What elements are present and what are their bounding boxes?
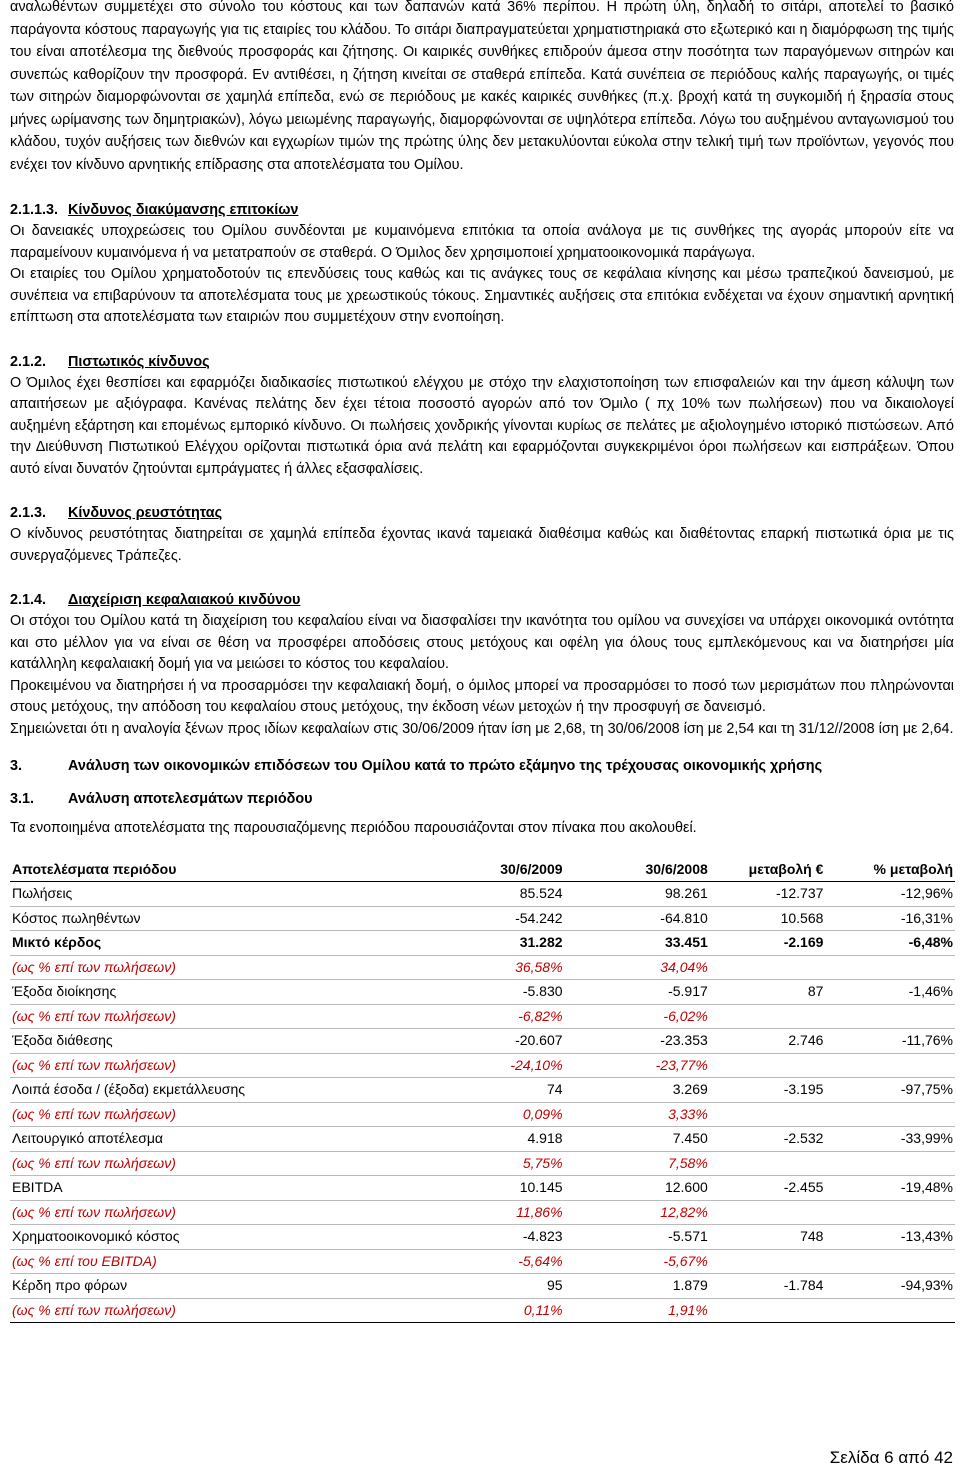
cell-pct-change xyxy=(825,1151,955,1176)
table-row xyxy=(10,1029,955,1054)
cell-pct-change: -16,31% xyxy=(825,906,955,931)
section-number: 2.1.2. xyxy=(10,353,47,370)
row-label: (ως % επί των πωλήσεων) xyxy=(10,1102,457,1127)
cell-pct-change xyxy=(825,1102,955,1127)
row-label: Πωλήσεις xyxy=(10,882,457,907)
document-page xyxy=(10,0,954,1331)
section-paragraph: Προκειμένου να διατηρήσει ή να προσαρμόσει την κεφαλαιακή δομή, ο όμιλος μπορεί να προσαρμόσει το ποσό των μερισμάτων που πληρώνονται στους μετόχους, την απόδοση του κεφαλαίου στους μετόχους, την έκδοση νέων μετοχών ή την προσφυγή σε δανεισμό. xyxy=(10,677,954,715)
section-results-analysis xyxy=(10,788,954,840)
section-financial-analysis xyxy=(10,755,954,777)
cell-pct-change: -1,46% xyxy=(825,980,955,1005)
section-interest-rate-risk xyxy=(10,199,954,329)
cell-2009: -20.607 xyxy=(457,1029,565,1054)
cell-pct-change xyxy=(825,1053,955,1078)
euro-icon: € xyxy=(815,860,824,877)
cell-pct-change: -11,76% xyxy=(825,1029,955,1054)
cell-2008: 7.450 xyxy=(565,1127,710,1152)
section-title: Κίνδυνος διακύμανσης επιτοκίων xyxy=(68,202,299,218)
cell-2009: 31.282 xyxy=(457,931,565,956)
table-row xyxy=(10,980,955,1005)
cell-change: -3.195 xyxy=(710,1078,826,1103)
table-row xyxy=(10,1225,955,1250)
table-row xyxy=(10,1102,955,1127)
cell-2009: 11,86% xyxy=(457,1200,565,1225)
cell-change: 10.568 xyxy=(710,906,826,931)
cell-change xyxy=(710,1298,826,1323)
cell-pct-change: -12,96% xyxy=(825,882,955,907)
row-label: Λειτουργικό αποτέλεσμα xyxy=(10,1127,457,1152)
table-row xyxy=(10,1078,955,1103)
row-label: Λοιπά έσοδα / (έξοδα) εκμετάλλευσης xyxy=(10,1078,457,1103)
cell-change xyxy=(710,1053,826,1078)
cell-change xyxy=(710,1200,826,1225)
section-title: Κίνδυνος ρευστότητας xyxy=(68,505,223,521)
row-label: EBITDA xyxy=(10,1176,457,1201)
table-row xyxy=(10,1151,955,1176)
section-paragraph: Οι εταιρίες του Ομίλου χρηματοδοτούν τις επενδύσεις τους καθώς και τις ανάγκες τους σε κεφάλαια κίνησης και μέσω τραπεζικού δανεισμού, με συνέπεια να επιβαρύνουν τα αποτελέσματα τους με χρεωστικούς τόκους. Σημαντικές αυξήσεις στα επιτόκια ενδέχεται να έχουν σημαντική αρνητική επίπτωση στα αποτελέσματα των εταιριών που συμμετέχουν στην ενοποίηση. xyxy=(10,266,954,325)
table-header-row xyxy=(10,858,955,882)
row-label: (ως % επί των πωλήσεων) xyxy=(10,955,457,980)
cell-change: 87 xyxy=(710,980,826,1005)
cell-2008: 12.600 xyxy=(565,1176,710,1201)
row-label: (ως % επί των πωλήσεων) xyxy=(10,1200,457,1225)
cell-2009: -4.823 xyxy=(457,1225,565,1250)
table-row xyxy=(10,882,955,907)
cell-2009: 0,11% xyxy=(457,1298,565,1323)
cell-2008: 12,82% xyxy=(565,1200,710,1225)
cell-2008: 1,91% xyxy=(565,1298,710,1323)
table-row xyxy=(10,906,955,931)
section-paragraph: Σημειώνεται ότι η αναλογία ξένων προς ιδίων κεφαλαίων στις 30/06/2009 ήταν ίση με 2,68, τη 30/06/2008 ίση με 2,54 και τη 31/12//2008 ίση με 2,64. xyxy=(10,720,954,737)
column-header: 30/6/2009 xyxy=(457,858,565,882)
cell-pct-change xyxy=(825,1249,955,1274)
row-label: Μικτό κέρδος xyxy=(10,931,457,956)
cell-change: -2.455 xyxy=(710,1176,826,1201)
cell-change: -2.169 xyxy=(710,931,826,956)
cell-2009: -5,64% xyxy=(457,1249,565,1274)
cell-pct-change: -6,48% xyxy=(825,931,955,956)
cell-pct-change: -19,48% xyxy=(825,1176,955,1201)
cell-change: -2.532 xyxy=(710,1127,826,1152)
row-label: Κέρδη προ φόρων xyxy=(10,1274,457,1299)
column-header: Αποτελέσματα περιόδου xyxy=(10,858,457,882)
cell-2008: -23,77% xyxy=(565,1053,710,1078)
cell-2009: -5.830 xyxy=(457,980,565,1005)
table-row xyxy=(10,1004,955,1029)
table-row xyxy=(10,1249,955,1274)
table-row xyxy=(10,1200,955,1225)
cell-change: -12.737 xyxy=(710,882,826,907)
cell-pct-change: -94,93% xyxy=(825,1274,955,1299)
cell-change xyxy=(710,1249,826,1274)
cell-2008: -5,67% xyxy=(565,1249,710,1274)
section-title: Ανάλυση αποτελεσμάτων περιόδου xyxy=(68,791,313,807)
section-liquidity-risk xyxy=(10,502,954,567)
cell-change xyxy=(710,1151,826,1176)
cell-change: 748 xyxy=(710,1225,826,1250)
cell-2008: -64.810 xyxy=(565,906,710,931)
cell-2008: 1.879 xyxy=(565,1274,710,1299)
cell-2009: -6,82% xyxy=(457,1004,565,1029)
cell-2008: -5.571 xyxy=(565,1225,710,1250)
section-number: 2.1.3. xyxy=(10,505,47,521)
cell-pct-change xyxy=(825,1200,955,1225)
row-label: Χρηματοοικονομικό κόστος xyxy=(10,1225,457,1250)
section-paragraph: Οι στόχοι του Ομίλου κατά τη διαχείριση του κεφαλαίου είναι να διασφαλίσει την ικανότητα του ομίλου να συνεχίσει να υπάρχει οικονομικά οντότητα και στο μέλλον για να είναι σε θέση να προσφέρει αποδόσεις στους μετόχους και οφέλη για όλους τους εμπλεκόμενους και να διατηρήσει μία κατάλληλη κεφαλαιακή δομή για να μειώσει το κόστος του κεφαλαίου. xyxy=(10,613,954,672)
section-capital-risk xyxy=(10,589,954,740)
section-number: 2.1.1.3. xyxy=(10,202,59,218)
cell-2009: 5,75% xyxy=(457,1151,565,1176)
section-title: Πιστωτικός κίνδυνος xyxy=(68,353,210,370)
row-label: (ως % επί των πωλήσεων) xyxy=(10,1053,457,1078)
page-footer: Σελίδα 6 από 42 xyxy=(829,1448,953,1467)
cell-change xyxy=(710,955,826,980)
section-title: Ανάλυση των οικονομικών επιδόσεων του Ομίλου κατά το πρώτο εξάμηνο της τρέχουσας οικονομικής χρήσης xyxy=(68,758,823,774)
cell-2008: 7,58% xyxy=(565,1151,710,1176)
table-row xyxy=(10,1274,955,1299)
cell-pct-change: -13,43% xyxy=(825,1225,955,1250)
cell-2008: -23.353 xyxy=(565,1029,710,1054)
cell-pct-change: -97,75% xyxy=(825,1078,955,1103)
column-header-change xyxy=(710,858,826,882)
row-label: (ως % επί των πωλήσεων) xyxy=(10,1004,457,1029)
cell-2009: 95 xyxy=(457,1274,565,1299)
section-number: 3. xyxy=(10,758,23,774)
intro-paragraph: αναλωθέντων συμμετέχει στο σύνολο του κόστους και των δαπανών κατά 36% περίπου. Η πρώτη ύλη, δηλαδή το σιτάρι, αποτελεί το βασικό παράγοντα κόστους παραγωγής για τις εταιρίες του κλάδου. Το σιτάρι διαπραγματεύεται χρηματιστηριακά στο εξωτερικό και η διαμόρφωση της τιμής του είναι αποτέλεσμα της διεθνούς προσφοράς και ζήτησης. Οι καιρικές συνθήκες επιδρούν άμεσα στην ποσότητα των παραγόμενων σιτηρών και συνεπώς καθορίζουν την προσφορά. Εν αντιθέσει, η ζήτηση κινείται σε σταθερά επίπεδα. Κατά συνέπεια σε περιόδους καλής παραγωγής, οι τιμές των σιτηρών διαμορφώνονται σε χαμηλά επίπεδα, ενώ σε περιόδους με κακές καιρικές συνθήκες (π.χ. βροχή κατά τη συγκομιδή ή ξηρασία στους μήνες ωρίμανσης των δημητριακών), λόγω μειωμένης παραγωγής, διαμορφώνονται σε υψηλότερα επίπεδα. Λόγω του αυξημένου ανταγωνισμού του κλάδου, τυχόν αυξήσεις των διεθνών και εγχωρίων τιμών της πρώτης ύλης δεν μετακυλύονται εύκολα στην τελική τιμή των προϊόντων, γεγονός που ενέχει τον κίνδυνο αρνητικής επίδρασης στα αποτελέσματα του Ομίλου. xyxy=(10,0,954,173)
section-title: Διαχείριση κεφαλαιακού κινδύνου xyxy=(68,592,301,608)
column-header-label: μεταβολή xyxy=(748,860,816,877)
cell-2008: 3,33% xyxy=(565,1102,710,1127)
section-paragraph: Οι δανειακές υποχρεώσεις του Ομίλου συνδέονται με κυμαινόμενα επιτόκια τα οποία ανάλογα με τις συνθήκες της αγοράς μπορούν είτε να παραμείνουν κυμαινόμενα ή να μετατραπούν σε σταθερά. Ο Όμιλος δεν χρησιμοποιεί χρηματοοικονομικά παράγωγα. xyxy=(10,223,954,261)
cell-2009: -54.242 xyxy=(457,906,565,931)
cell-2009: 36,58% xyxy=(457,955,565,980)
cell-2008: 34,04% xyxy=(565,955,710,980)
cell-change xyxy=(710,1102,826,1127)
cell-2009: 74 xyxy=(457,1078,565,1103)
table-row xyxy=(10,955,955,980)
cell-change: 2.746 xyxy=(710,1029,826,1054)
cell-2008: -5.917 xyxy=(565,980,710,1005)
table-row xyxy=(10,1127,955,1152)
cell-2008: 98.261 xyxy=(565,882,710,907)
cell-pct-change: -33,99% xyxy=(825,1127,955,1152)
cell-pct-change xyxy=(825,1298,955,1323)
table-body xyxy=(10,882,955,1323)
table-row xyxy=(10,1053,955,1078)
cell-2009: -24,10% xyxy=(457,1053,565,1078)
section-credit-risk xyxy=(10,351,954,481)
section-paragraph: Ο Όμιλος έχει θεσπίσει και εφαρμόζει διαδικασίες πιστωτικού ελέγχου με στόχο την ελαχιστοποίηση των επισφαλειών και την άμεση κάλυψη των απαιτήσεων με αξιόγραφα. Κανένας πελάτης δεν έχει τέτοια ποσοστό αγορών από τον Όμιλο ( πχ 10% των πωλήσεων) που να δικαιολογεί αυξημένη εξάρτηση και επομένως εμπορικό κίνδυνο. Οι πωλήσεις χονδρικής γίνονται κυρίως σε πελάτες με αξιολογημένο ιστορικό πιστώσεων. Από την Διεύθυνση Πιστωτικού Ελέγχου ορίζονται πιστωτικά όρια ανά πελάτη και εφαρμόζονται συγκεκριμένοι όροι πωλήσεων και εισπράξεων. Όπου αυτό είναι δυνατόν ζητούνται εμπράγματες ή άλλες εξασφαλίσεις. xyxy=(10,374,954,477)
row-label: (ως % επί του EBITDA) xyxy=(10,1249,457,1274)
cell-change: -1.784 xyxy=(710,1274,826,1299)
cell-2008: -6,02% xyxy=(565,1004,710,1029)
row-label: (ως % επί των πωλήσεων) xyxy=(10,1151,457,1176)
cell-pct-change xyxy=(825,1004,955,1029)
cell-pct-change xyxy=(825,955,955,980)
section-paragraph: Τα ενοποιημένα αποτελέσματα της παρουσιαζόμενης περιόδου παρουσιάζονται στον πίνακα που ακολουθεί. xyxy=(10,820,697,836)
column-header: 30/6/2008 xyxy=(565,858,710,882)
row-label: (ως % επί των πωλήσεων) xyxy=(10,1298,457,1323)
cell-2008: 33.451 xyxy=(565,931,710,956)
section-number: 2.1.4. xyxy=(10,592,47,608)
table-row xyxy=(10,1176,955,1201)
cell-change xyxy=(710,1004,826,1029)
cell-2008: 3.269 xyxy=(565,1078,710,1103)
table-row xyxy=(10,1298,955,1323)
results-table xyxy=(10,858,955,1324)
section-number: 3.1. xyxy=(10,791,35,807)
table-row xyxy=(10,931,955,956)
column-header: % μεταβολή xyxy=(825,858,955,882)
cell-2009: 0,09% xyxy=(457,1102,565,1127)
row-label: Έξοδα διοίκησης xyxy=(10,980,457,1005)
cell-2009: 10.145 xyxy=(457,1176,565,1201)
cell-2009: 4.918 xyxy=(457,1127,565,1152)
section-paragraph: Ο κίνδυνος ρευστότητας διατηρείται σε χαμηλά επίπεδα έχοντας ικανά ταμειακά διαθέσιμα καθώς και διαθέτοντας επαρκή πιστωτικά όρια με τις συνεργαζόμενες Τράπεζες. xyxy=(10,526,954,564)
cell-2009: 85.524 xyxy=(457,882,565,907)
row-label: Κόστος πωληθέντων xyxy=(10,906,457,931)
row-label: Έξοδα διάθεσης xyxy=(10,1029,457,1054)
